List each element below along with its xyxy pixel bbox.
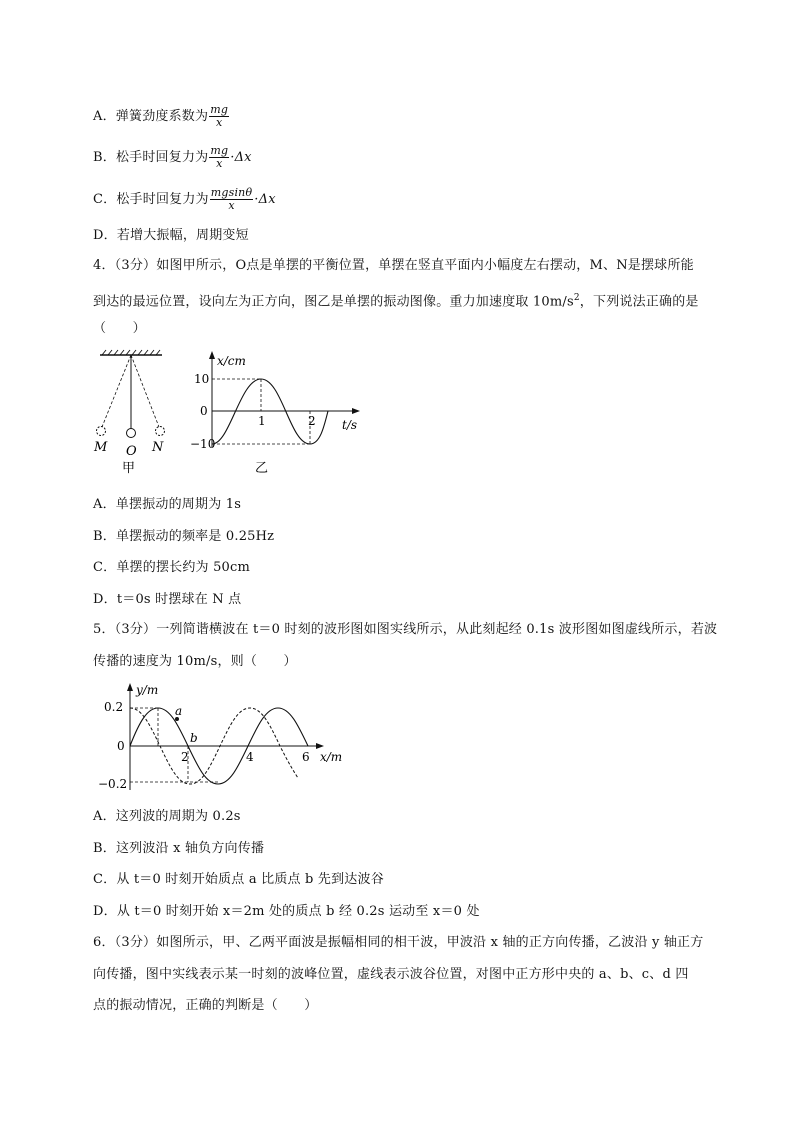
- q4-stem-line2: 到达的最远位置，设向左为正方向，图乙是单摆的振动图像。重力加速度取 $10m/s^2$，下列说法正确的是: [93, 293, 699, 310]
- q4-option-d: D．t＝0s 时摆球在 N 点: [93, 592, 242, 607]
- label-n: N: [152, 440, 164, 455]
- q6-stem-line3: 点的振动情况，正确的判断是（ ）: [93, 998, 318, 1013]
- q5-stem-line2: 传播的速度为 10m/s，则（ ）: [93, 654, 297, 669]
- y-arrow: [127, 683, 133, 691]
- fraction: $\frac{mgsin\theta}{x}$: [210, 186, 253, 212]
- q4-stem-line1: 4．（3分）如图甲所示，O点是单摆的平衡位置，单摆在竖直平面内小幅度左右摆动，M、N是摆球所能: [93, 258, 694, 273]
- q6-stem-line2: 向传播，图中实线表示某一时刻的波峰位置，虚线表示波谷位置，对图中正方形中央的 a、b、c、d 四: [93, 967, 689, 982]
- q3-option-c: C．松手时回复力为 $\frac{mgsin\theta}{x}$ ·Δx: [93, 186, 276, 212]
- tick-10: 10: [194, 372, 210, 386]
- q4-option-a: A．单摆振动的周期为 1s: [93, 497, 242, 512]
- tick-2: 2: [308, 414, 316, 428]
- tick-minus-0.2: −0.2: [98, 777, 128, 791]
- q4-option-b: B．单摆振动的频率是 0.25Hz: [93, 529, 275, 544]
- x-arrow: [352, 408, 360, 414]
- q3-option-a: A．弹簧劲度系数为 $\frac{mg}{x}$: [93, 103, 229, 129]
- tick-6: 6: [302, 750, 310, 764]
- x-axis-label: t/s: [342, 418, 358, 432]
- q6-stem-line1: 6．（3分）如图所示，甲、乙两平面波是振幅相同的相干波，甲波沿 x 轴的正方向传播，乙波沿 y 轴正方: [93, 935, 704, 950]
- q4-stem-line3: （ ）: [93, 321, 146, 336]
- string-right: [131, 355, 159, 427]
- label-o: O: [126, 444, 137, 459]
- oscillation-graph: [190, 347, 370, 477]
- caption-jia: 甲: [122, 461, 136, 476]
- label-a: a: [175, 704, 183, 718]
- tick-1: 1: [258, 414, 266, 428]
- q5-option-c: C．从 t＝0 时刻开始质点 a 比质点 b 先到达波谷: [93, 872, 384, 887]
- tick-minus-10: −10: [190, 437, 216, 451]
- caption-yi: 乙: [255, 461, 269, 476]
- tick-0: 0: [200, 404, 208, 418]
- q5-option-a: A．这列波的周期为 0.2s: [93, 809, 241, 824]
- bob-o: [127, 429, 136, 438]
- tick-0.2: 0.2: [104, 700, 124, 714]
- label-m: M: [94, 440, 108, 455]
- wave-graph: [98, 680, 358, 798]
- pendulum-figure: [88, 347, 178, 477]
- x-arrow: [316, 743, 324, 749]
- q3-option-b: B．松手时回复力为 $\frac{mg}{x}$ ·Δx: [93, 144, 252, 170]
- bob-m: [97, 427, 106, 436]
- q3-option-d: D．若增大振幅，周期变短: [93, 228, 249, 243]
- q5-option-d: D．从 t＝0 时刻开始 x＝2m 处的质点 b 经 0.2s 运动至 x＝0 处: [93, 904, 480, 919]
- ceiling-hatch: [100, 350, 162, 355]
- q4-option-c: C．单摆的摆长约为 50cm: [93, 560, 251, 575]
- label-b: b: [190, 731, 198, 745]
- x-axis-label: x/m: [320, 750, 343, 764]
- q5-stem-line1: 5．（3分）一列简谐横波在 t＝0 时刻的波形图如图实线所示，从此刻起经 0.1s 波形图如图虚线所示，若波: [93, 622, 718, 637]
- string-left: [102, 355, 131, 427]
- fraction: $\frac{mg}{x}$: [210, 103, 229, 129]
- y-arrow: [209, 351, 215, 359]
- q5-option-b: B．这列波沿 x 轴负方向传播: [93, 841, 265, 856]
- tick-0: 0: [117, 739, 125, 753]
- y-axis-label: x/cm: [217, 354, 246, 368]
- y-axis-label: y/m: [136, 683, 159, 697]
- tick-4: 4: [246, 750, 254, 764]
- tick-2: 2: [181, 750, 189, 764]
- bob-n: [156, 427, 165, 436]
- fraction: $\frac{mg}{x}$: [210, 144, 229, 170]
